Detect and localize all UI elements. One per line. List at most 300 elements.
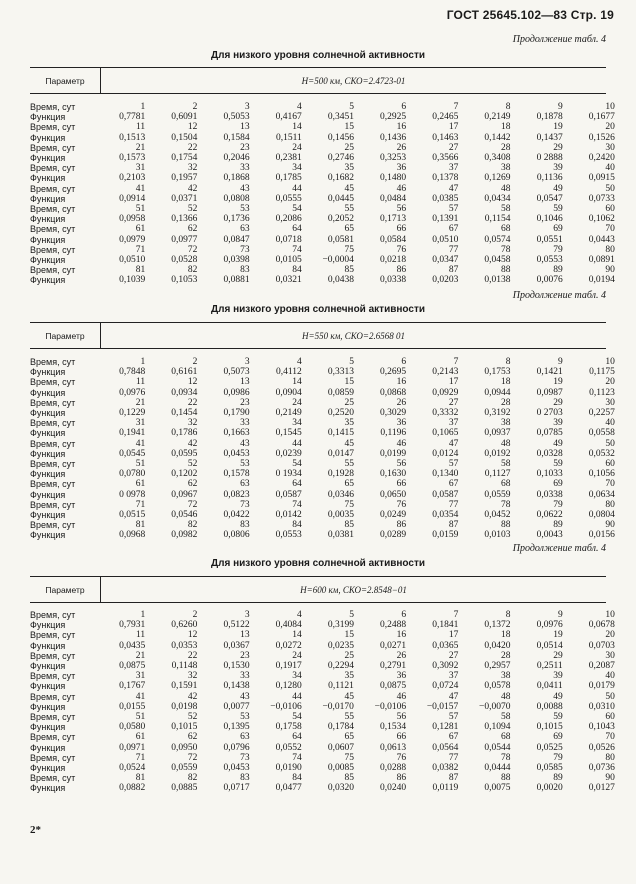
table-cell: 0,3566	[432, 153, 459, 164]
table-row	[30, 469, 616, 479]
table-cell: 0,1202	[171, 469, 198, 480]
row-label: Время, сут	[30, 671, 76, 682]
row-label: Функция	[30, 742, 66, 753]
table-cell: 71	[135, 752, 146, 763]
table-cell: 0,0944	[484, 387, 511, 398]
table-cell: 0,1841	[432, 620, 459, 631]
table-cell: 0,0435	[119, 640, 146, 651]
table-cell: 0,1785	[275, 173, 302, 184]
table-cell: 0,7848	[119, 367, 146, 378]
table-cell: 90	[605, 520, 615, 531]
table-cell: 51	[135, 204, 146, 215]
table-cell: 47	[448, 691, 459, 702]
table-cell: 0,0443	[588, 234, 615, 245]
table-row	[30, 143, 616, 153]
table-cell: 0,0235	[327, 640, 354, 651]
table-cell: 67	[448, 224, 459, 235]
table-row	[30, 743, 616, 753]
table-cell: 66	[396, 732, 407, 743]
table-cell: 0,1784	[327, 722, 354, 733]
table-cell: 87	[448, 773, 459, 784]
table-cell: 0,2046	[223, 153, 250, 164]
table-cell: 0,0553	[275, 530, 302, 541]
table-cell: 0,1269	[484, 173, 511, 184]
table-cell: 0,0650	[380, 489, 407, 500]
table-cell: 3	[244, 610, 250, 620]
table-cell: 40	[605, 671, 615, 682]
table-cell: 59	[553, 204, 563, 215]
table-cell: 56	[396, 459, 407, 470]
table-cell: 87	[448, 520, 459, 531]
table-cell: 0,0310	[588, 701, 615, 712]
table-row	[30, 620, 616, 630]
table-cell: 63	[240, 224, 250, 235]
row-label: Время, сут	[30, 357, 76, 367]
table-cell: 5	[349, 610, 354, 620]
table-cell: 80	[605, 499, 615, 510]
table-cell: 46	[396, 691, 407, 702]
table-cell: 9	[557, 357, 563, 367]
table-cell: 0,0453	[223, 448, 250, 459]
table-cell: 0,1754	[171, 153, 198, 164]
table-cell: 56	[396, 204, 407, 215]
table-cell: 0,1136	[536, 173, 563, 184]
table-cell: 0,0367	[223, 640, 250, 651]
table-cell: 2	[192, 357, 198, 367]
table-cell: 0,0347	[432, 255, 459, 266]
table-cell: 0,0444	[484, 763, 511, 774]
table-cell: 0,1154	[484, 214, 511, 225]
table-cell: 0,0043	[536, 530, 563, 541]
table-cell: 16	[396, 122, 407, 133]
table-cell: 61	[135, 224, 146, 235]
table-cell: 58	[501, 204, 511, 215]
table-section	[30, 290, 615, 541]
table-cell: 23	[240, 397, 250, 408]
table-cell: 0,0587	[432, 489, 459, 500]
table-cell: 80	[605, 752, 615, 763]
row-label: Время, сут	[30, 102, 76, 112]
row-label: Время, сут	[30, 650, 76, 661]
table-cell: 0,2511	[536, 661, 563, 672]
table-cell: 1	[140, 357, 146, 367]
continuation-label: Продолжение табл. 4	[512, 34, 606, 45]
table-cell: 0,1463	[432, 132, 459, 143]
table-cell: 39	[553, 671, 563, 682]
table-cell: 0 0978	[119, 489, 146, 500]
table-row	[30, 630, 616, 640]
table-cell: 22	[187, 397, 198, 408]
continuation-label: Продолжение табл. 4	[512, 290, 606, 301]
table-cell: 79	[553, 752, 563, 763]
table-cell: 34	[292, 671, 302, 682]
table-cell: 0,3253	[380, 153, 407, 164]
table-cell: 0,0987	[536, 387, 563, 398]
table-row	[30, 479, 616, 489]
table-cell: 0,3192	[484, 408, 511, 419]
table-cell: 0,2294	[327, 661, 354, 672]
row-label: Время, сут	[30, 630, 76, 641]
table-cell: 55	[344, 459, 354, 470]
table-cell: 0,0780	[119, 469, 146, 480]
table-cell: 0,0547	[536, 193, 563, 204]
table-cell: 3	[244, 357, 250, 367]
table-cell: 59	[553, 712, 563, 723]
table-cell: 53	[240, 712, 250, 723]
table-cell: 0,2420	[588, 153, 615, 164]
row-label: Время, сут	[30, 183, 76, 194]
table-cell: 40	[605, 163, 615, 174]
row-label: Функция	[30, 193, 66, 204]
table-cell: 20	[605, 122, 615, 133]
row-label: Время, сут	[30, 438, 76, 449]
table-cell: 0,0634	[588, 489, 615, 500]
table-cell: 64	[292, 479, 302, 490]
row-label: Функция	[30, 132, 66, 143]
table-cell: 27	[448, 142, 459, 153]
row-label: Функция	[30, 275, 66, 286]
row-label: Время, сут	[30, 732, 76, 743]
table-cell: 0,3029	[380, 408, 407, 419]
table-cell: 2	[192, 102, 198, 112]
table-cell: 58	[501, 712, 511, 723]
table-cell: 83	[240, 773, 250, 784]
table-cell: 0,0524	[119, 763, 146, 774]
table-cell: 25	[344, 397, 354, 408]
table-row	[30, 224, 616, 234]
table-cell: 0,0381	[327, 530, 354, 541]
table-cell: 48	[501, 691, 511, 702]
table-cell: 76	[396, 752, 407, 763]
table-row	[30, 265, 616, 275]
table-cell: 0,4084	[275, 620, 302, 631]
table-cell: 0,0875	[380, 681, 407, 692]
table-cell: 0,3199	[327, 620, 354, 631]
table-cell: 0,4112	[275, 367, 302, 378]
table-cell: 64	[292, 224, 302, 235]
table-cell: 7	[453, 610, 459, 620]
table-cell: 4	[297, 357, 302, 367]
row-label: Функция	[30, 510, 66, 521]
table-header	[30, 67, 606, 94]
table-cell: 60	[605, 204, 615, 215]
table-cell: 90	[605, 773, 615, 784]
table-cell: 5	[349, 357, 354, 367]
table-cell: 0,1513	[119, 132, 146, 143]
table-cell: 0,2257	[588, 408, 615, 419]
table-row	[30, 732, 616, 742]
row-label: Функция	[30, 783, 66, 794]
table-cell: 74	[292, 752, 302, 763]
table-cell: 74	[292, 244, 302, 255]
table-cell: 82	[187, 773, 198, 784]
table-cell: 35	[344, 671, 354, 682]
table-cell: 0,0199	[380, 448, 407, 459]
table-cell: 0,1127	[484, 469, 511, 480]
table-cell: 0,0977	[171, 234, 198, 245]
table-cell: 10	[605, 102, 615, 112]
table-cell: 0,0105	[275, 255, 302, 266]
table-cell: 0,0875	[119, 661, 146, 672]
table-cell: 0,0717	[223, 783, 250, 794]
table-row	[30, 712, 616, 722]
table-cell: 0,0249	[380, 510, 407, 521]
table-cell: 0,1511	[275, 132, 302, 143]
table-cell: 0,5122	[223, 620, 250, 631]
table-section	[30, 34, 615, 286]
table-cell: 51	[135, 712, 146, 723]
table-cell: 74	[292, 499, 302, 510]
table-cell: 67	[448, 732, 459, 743]
table-cell: 11	[136, 377, 146, 388]
table-cell: 53	[240, 204, 250, 215]
table-cell: 0,1438	[223, 681, 250, 692]
table-cell: 0,1039	[119, 275, 146, 286]
table-cell: 66	[396, 479, 407, 490]
table-row	[30, 641, 616, 651]
table-cell: 16	[396, 377, 407, 388]
param-column-header: Параметр	[30, 323, 101, 348]
table-cell: 0,1878	[536, 112, 563, 123]
row-label: Функция	[30, 448, 66, 459]
table-cell: 0,0785	[536, 428, 563, 439]
table-cell: 63	[240, 732, 250, 743]
table-cell: 0,0346	[327, 489, 354, 500]
data-table	[30, 357, 616, 541]
table-cell: 0,0552	[275, 742, 302, 753]
table-cell: 0,1056	[588, 469, 615, 480]
row-label: Время, сут	[30, 142, 76, 153]
table-cell: 0,0085	[327, 763, 354, 774]
table-cell: 36	[396, 671, 407, 682]
table-cell: 0,1378	[432, 173, 459, 184]
row-label: Время, сут	[30, 610, 76, 620]
table-cell: 46	[396, 183, 407, 194]
table-cell: 10	[605, 357, 615, 367]
table-cell: 0,2746	[327, 153, 354, 164]
table-cell: 41	[135, 183, 146, 194]
table-cell: 75	[344, 752, 354, 763]
table-cell: 0,1454	[171, 408, 198, 419]
table-cell: 0,0546	[171, 510, 198, 521]
table-cell: 0,0119	[432, 783, 459, 794]
table-cell: 0 1934	[275, 469, 302, 480]
table-cell: 0,0385	[432, 193, 459, 204]
table-cell: 73	[240, 244, 250, 255]
table-cell: 81	[135, 520, 146, 531]
table-cell: 43	[240, 438, 250, 449]
table-row	[30, 671, 616, 681]
table-cell: 0,1663	[223, 428, 250, 439]
table-cell: 60	[605, 712, 615, 723]
table-cell: 50	[605, 183, 615, 194]
table-cell: 0,0934	[171, 387, 198, 398]
table-cell: 0,0891	[588, 255, 615, 266]
table-cell: 0,1736	[223, 214, 250, 225]
table-cell: 0,1530	[223, 661, 250, 672]
table-cell: 0,0976	[119, 387, 146, 398]
table-cell: 44	[292, 183, 302, 194]
table-cell: 1	[140, 610, 146, 620]
table-cell: 0,7931	[119, 620, 146, 631]
table-cell: 0,0198	[171, 701, 198, 712]
row-label: Функция	[30, 112, 66, 123]
table-row	[30, 722, 616, 732]
table-cell: 0,1033	[536, 469, 563, 480]
table-cell: 32	[187, 671, 198, 682]
table-cell: 43	[240, 691, 250, 702]
table-cell: 33	[240, 418, 250, 429]
table-cell: 81	[135, 773, 146, 784]
table-cell: 0,0607	[327, 742, 354, 753]
table-cell: 0,0271	[380, 640, 407, 651]
table-cell: 85	[344, 265, 354, 276]
table-cell: 9	[557, 102, 563, 112]
table-cell: 0,0514	[536, 640, 563, 651]
table-cell: 0,0622	[536, 510, 563, 521]
table-cell: 72	[187, 752, 198, 763]
table-cell: 6	[401, 610, 407, 620]
table-cell: 0,0328	[536, 448, 563, 459]
table-cell: 0,0354	[432, 510, 459, 521]
table-cell: 0,1053	[171, 275, 198, 286]
table-cell: 11	[136, 630, 146, 641]
table-header	[30, 322, 606, 349]
table-row	[30, 783, 616, 793]
table-cell: 31	[135, 671, 146, 682]
table-cell: 0,1928	[327, 469, 354, 480]
table-row	[30, 388, 616, 398]
table-cell: 54	[292, 204, 302, 215]
table-cell: 19	[553, 122, 563, 133]
table-cell: 77	[448, 752, 459, 763]
table-cell: 12	[187, 630, 198, 641]
table-cell: 0,2488	[380, 620, 407, 631]
table-cell: 0 2703	[536, 408, 563, 419]
table-cell: 1	[140, 102, 146, 112]
table-cell: 0,0411	[536, 681, 563, 692]
table-cell: 0,0338	[536, 489, 563, 500]
table-cell: 0,6091	[171, 112, 198, 123]
row-label: Время, сут	[30, 499, 76, 510]
table-cell: 0,1123	[589, 387, 615, 398]
table-cell: 49	[553, 691, 563, 702]
row-label: Время, сут	[30, 712, 76, 723]
table-cell: 69	[553, 732, 563, 743]
table-cell: 67	[448, 479, 459, 490]
table-cell: 0,0532	[588, 448, 615, 459]
table-row	[30, 449, 616, 459]
table-cell: 56	[396, 712, 407, 723]
table-cell: 0,0979	[119, 234, 146, 245]
table-cell: 0,0584	[380, 234, 407, 245]
table-cell: 13	[240, 122, 250, 133]
table-cell: 0,1713	[380, 214, 407, 225]
table-cell: −0,0106	[374, 701, 407, 712]
table-cell: 68	[501, 732, 511, 743]
table-cell: 31	[135, 418, 146, 429]
table-cell: 0,0240	[380, 783, 407, 794]
table-cell: 0,0075	[484, 783, 511, 794]
table-cell: 21	[135, 142, 146, 153]
table-cell: 0,0971	[119, 742, 146, 753]
row-label: Время, сут	[30, 459, 76, 470]
table-cell: 0,0353	[171, 640, 198, 651]
table-cell: 55	[344, 204, 354, 215]
table-cell: 78	[501, 499, 511, 510]
table-cell: 0,2791	[380, 661, 407, 672]
table-cell: 20	[605, 630, 615, 641]
table-cell: 0,0806	[223, 530, 250, 541]
table-cell: 43	[240, 183, 250, 194]
table-cell: 0,0678	[588, 620, 615, 631]
table-cell: 0,0559	[484, 489, 511, 500]
table-cell: 60	[605, 459, 615, 470]
table-cell: 0,2957	[484, 661, 511, 672]
table-cell: 0,0365	[432, 640, 459, 651]
table-cell: 0,0179	[588, 681, 615, 692]
table-cell: 80	[605, 244, 615, 255]
table-cell: 0,0147	[327, 448, 354, 459]
table-cell: 36	[396, 163, 407, 174]
table-row	[30, 214, 616, 224]
table-row	[30, 530, 616, 540]
table-cell: 0,1175	[589, 367, 615, 378]
table-cell: 71	[135, 499, 146, 510]
table-cell: 0,2143	[432, 367, 459, 378]
row-label: Функция	[30, 763, 66, 774]
table-cell: 26	[396, 650, 407, 661]
row-label: Функция	[30, 530, 66, 541]
table-cell: 0,2149	[275, 408, 302, 419]
table-cell: 0,0847	[223, 234, 250, 245]
table-cell: 0,1573	[119, 153, 146, 164]
table-cell: 65	[344, 224, 354, 235]
table-cell: 36	[396, 418, 407, 429]
row-label: Функция	[30, 489, 66, 500]
continuation-label: Продолжение табл. 4	[512, 543, 606, 554]
table-cell: 59	[553, 459, 563, 470]
table-cell: 0,7781	[119, 112, 146, 123]
table-cell: 28	[501, 397, 511, 408]
table-cell: 0,0484	[380, 193, 407, 204]
table-cell: 0,0595	[171, 448, 198, 459]
table-cell: 0,0320	[327, 783, 354, 794]
table-cell: 25	[344, 650, 354, 661]
table-cell: 0,0035	[327, 510, 354, 521]
param-column-header: Параметр	[30, 68, 101, 93]
table-cell: 0,2381	[275, 153, 302, 164]
table-cell: 35	[344, 163, 354, 174]
table-cell: 18	[501, 377, 511, 388]
row-label: Функция	[30, 722, 66, 733]
table-cell: 0,0289	[380, 530, 407, 541]
table-cell: 84	[292, 520, 302, 531]
table-cell: 85	[344, 773, 354, 784]
table-cell: 40	[605, 418, 615, 429]
table-cell: 17	[448, 630, 459, 641]
table-cell: 0,5073	[223, 367, 250, 378]
table-cell: 84	[292, 265, 302, 276]
row-label: Функция	[30, 214, 66, 225]
table-cell: 0,0544	[484, 742, 511, 753]
table-cell: 24	[292, 142, 302, 153]
table-cell: 0,0288	[380, 763, 407, 774]
table-cell: 81	[135, 265, 146, 276]
table-cell: 0,1196	[380, 428, 407, 439]
table-cell: 45	[344, 438, 354, 449]
table-cell: 78	[501, 244, 511, 255]
